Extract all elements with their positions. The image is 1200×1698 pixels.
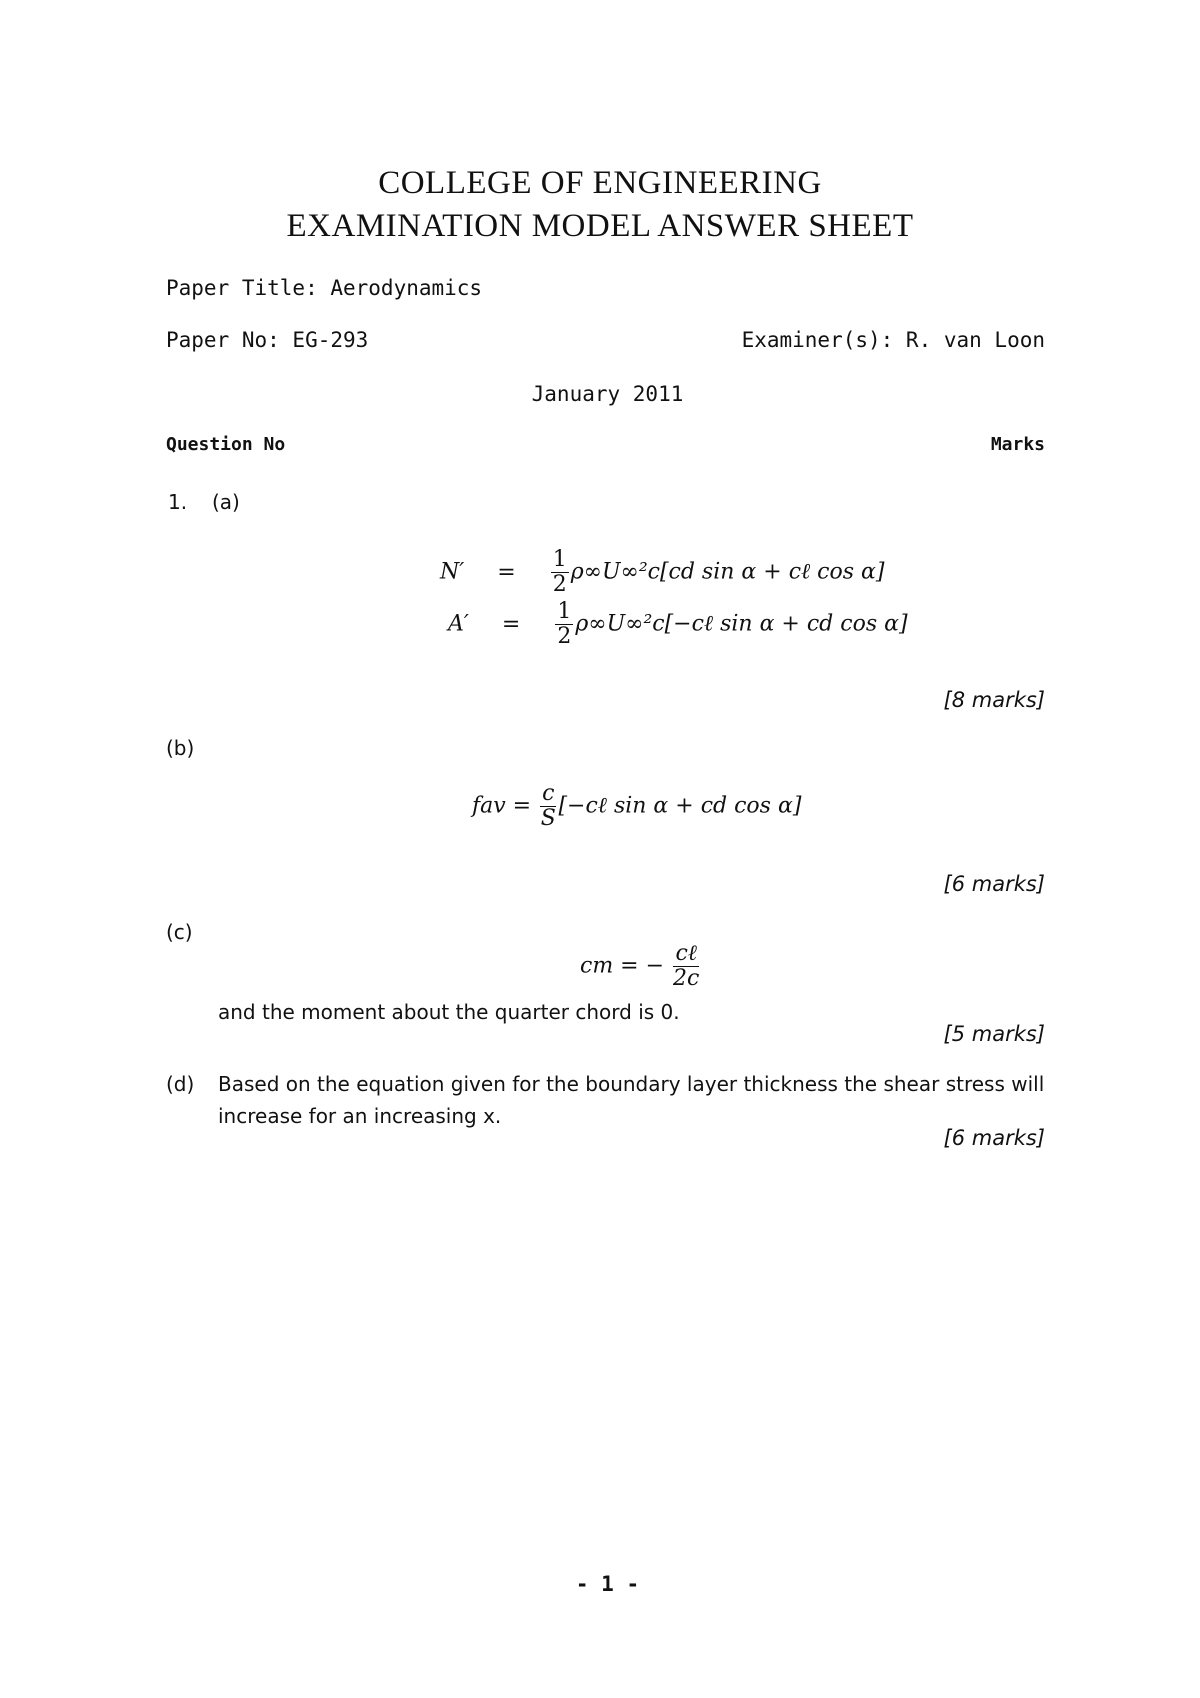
paper-number: Paper No: EG-293 (166, 328, 369, 352)
part-d-marks: [6 marks] (943, 1126, 1045, 1150)
cl-over-2c-fraction (673, 942, 699, 991)
half-fraction (555, 600, 573, 649)
part-b-marks: [6 marks] (943, 872, 1045, 896)
equation-average-force (472, 782, 801, 831)
part-c-label: (c) (166, 920, 193, 944)
part-d-label: (d) (166, 1072, 195, 1096)
part-a-marks: [8 marks] (943, 688, 1045, 712)
equation-moment-coefficient (580, 942, 701, 991)
cl-over-2c-denominator: 2c (673, 966, 700, 992)
part-d-text-line1: Based on the equation given for the boundary layer thickness the shear stress will (218, 1072, 1045, 1096)
c-m-lhs: cm = − (580, 953, 665, 979)
c-over-s-fraction (540, 782, 556, 831)
half-denominator: 2 (557, 624, 572, 650)
part-a-label: (a) (212, 490, 240, 514)
normal-force-rhs: ρ∞U∞²c[cd sin α + cℓ cos α] (570, 559, 885, 585)
document-title-line2: EXAMINATION MODEL ANSWER SHEET (286, 208, 914, 244)
equals-sign: = (497, 559, 516, 585)
part-c-marks: [5 marks] (943, 1022, 1045, 1046)
a-prime-lhs: A′ (448, 611, 469, 637)
question-number: 1. (168, 490, 188, 514)
exam-date: January 2011 (531, 382, 684, 406)
paper-title: Paper Title: Aerodynamics (166, 276, 483, 300)
cl-over-2c-numerator: cℓ (673, 942, 699, 967)
f-av-lhs: fav = (472, 793, 532, 819)
n-prime-lhs: N′ (440, 559, 465, 585)
axial-force-rhs: ρ∞U∞²c[−cℓ sin α + cd cos α] (575, 611, 908, 637)
part-b-label: (b) (166, 736, 195, 760)
examiners: Examiner(s): R. van Loon (741, 328, 1045, 352)
equation-axial-force (448, 600, 908, 649)
c-over-s-numerator: c (542, 781, 555, 806)
half-numerator: 1 (557, 599, 572, 624)
equals-sign: = (501, 611, 521, 637)
half-fraction (551, 548, 569, 597)
equation-normal-force (440, 548, 884, 597)
page-number: - 1 - (575, 1572, 640, 1596)
part-d-text-line2: increase for an increasing x. (218, 1104, 502, 1128)
part-c-text: and the moment about the quarter chord is 0. (218, 1000, 680, 1024)
average-force-rhs: [−cℓ sin α + cd cos α] (558, 793, 802, 819)
marks-heading: Marks (990, 434, 1045, 455)
document-title-line1: COLLEGE OF ENGINEERING (378, 165, 822, 201)
question-no-heading: Question No (166, 434, 286, 455)
half-numerator: 1 (552, 547, 567, 572)
c-over-s-denominator: S (540, 806, 556, 832)
half-denominator: 2 (552, 572, 567, 598)
